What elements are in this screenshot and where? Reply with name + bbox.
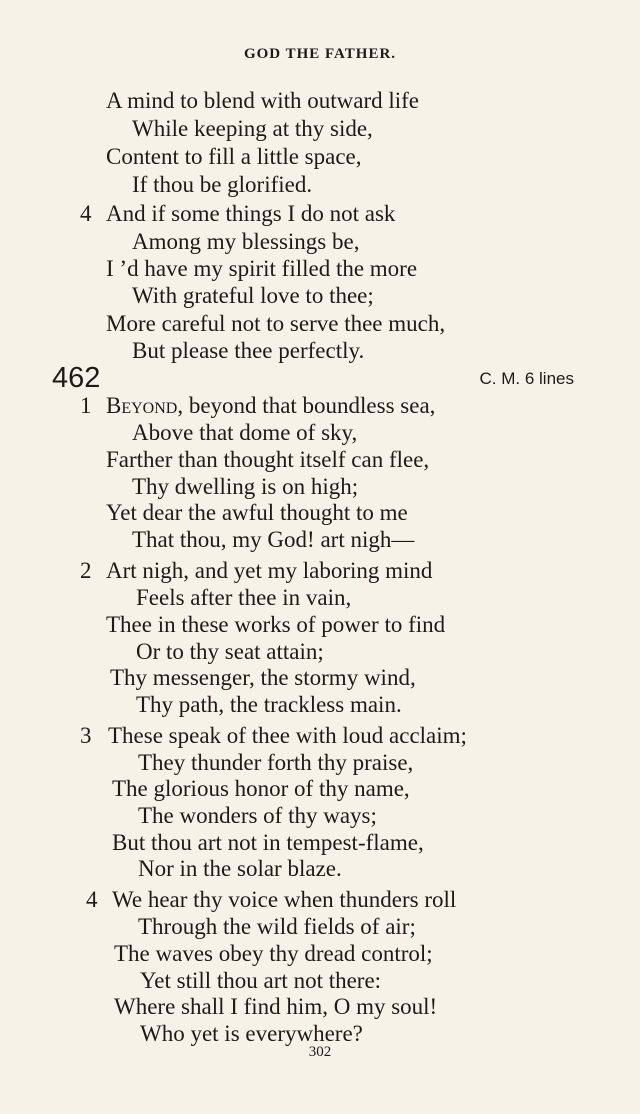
verse-line: We hear thy voice when thunders roll (112, 887, 457, 912)
verse-line: But thou art not in tempest-flame, (112, 830, 424, 855)
verse-line: That thou, my God! art nigh— (132, 527, 415, 552)
verse-line: And if some things I do not ask (106, 201, 396, 226)
verse-line: Art nigh, and yet my laboring mind (106, 558, 433, 583)
verse-line: A mind to blend with outward life (106, 88, 420, 113)
verse-line: Or to thy seat attain; (136, 639, 324, 664)
meter-label: C. M. 6 lines (479, 369, 574, 388)
verse-line: Thee in these works of power to find (106, 612, 446, 637)
verse-line: The waves obey thy dread control; (114, 941, 433, 966)
first-word: Beyond, (106, 393, 184, 418)
verse-line: If thou be glorified. (132, 172, 313, 197)
verse-number: 4 (86, 887, 98, 912)
verse-line: Farther than thought itself can flee, (106, 447, 430, 472)
verse-line: Yet dear the awful thought to me (106, 500, 408, 525)
verse-line: Content to fill a little space, (106, 144, 362, 169)
verse-number: 1 (80, 393, 92, 418)
verse-line: Nor in the solar blaze. (138, 856, 342, 881)
verse-line: With grateful love to thee; (132, 283, 374, 308)
verse-line: While keeping at thy side, (132, 116, 373, 141)
hymn-number: 462 (52, 362, 101, 394)
verse-number: 2 (80, 558, 92, 583)
verse-line (106, 393, 435, 419)
verse-line: I ’d have my spirit filled the more (106, 256, 418, 281)
verse-line: Feels after thee in vain, (136, 585, 352, 610)
verse-line: Above that dome of sky, (132, 420, 358, 445)
verse-line: Where shall I find him, O my soul! (114, 994, 438, 1019)
verse-line: The glorious honor of thy name, (112, 776, 410, 801)
running-header: GOD THE FATHER. (243, 46, 397, 62)
verse-line: Who yet is everywhere? (140, 1021, 363, 1046)
verse-number: 4 (80, 201, 92, 226)
first-line-rest: beyond that boundless sea, (183, 393, 436, 418)
verse-line: More careful not to serve thee much, (106, 311, 446, 336)
verse-line: Thy messenger, the stormy wind, (110, 665, 416, 690)
verse-line: Through the wild fields of air; (138, 914, 416, 939)
verse-line: Thy path, the trackless main. (136, 692, 402, 717)
verse-line: But please thee perfectly. (132, 338, 365, 363)
verse-number: 3 (80, 723, 92, 748)
verse-line: They thunder forth thy praise, (138, 750, 414, 775)
verse-line: Yet still thou art not there: (140, 968, 382, 993)
page-number: 302 (308, 1044, 332, 1060)
verse-line: Thy dwelling is on high; (132, 474, 359, 499)
verse-line: These speak of thee with loud acclaim; (108, 723, 467, 748)
verse-line: The wonders of thy ways; (138, 803, 377, 828)
verse-line: Among my blessings be, (132, 229, 360, 254)
